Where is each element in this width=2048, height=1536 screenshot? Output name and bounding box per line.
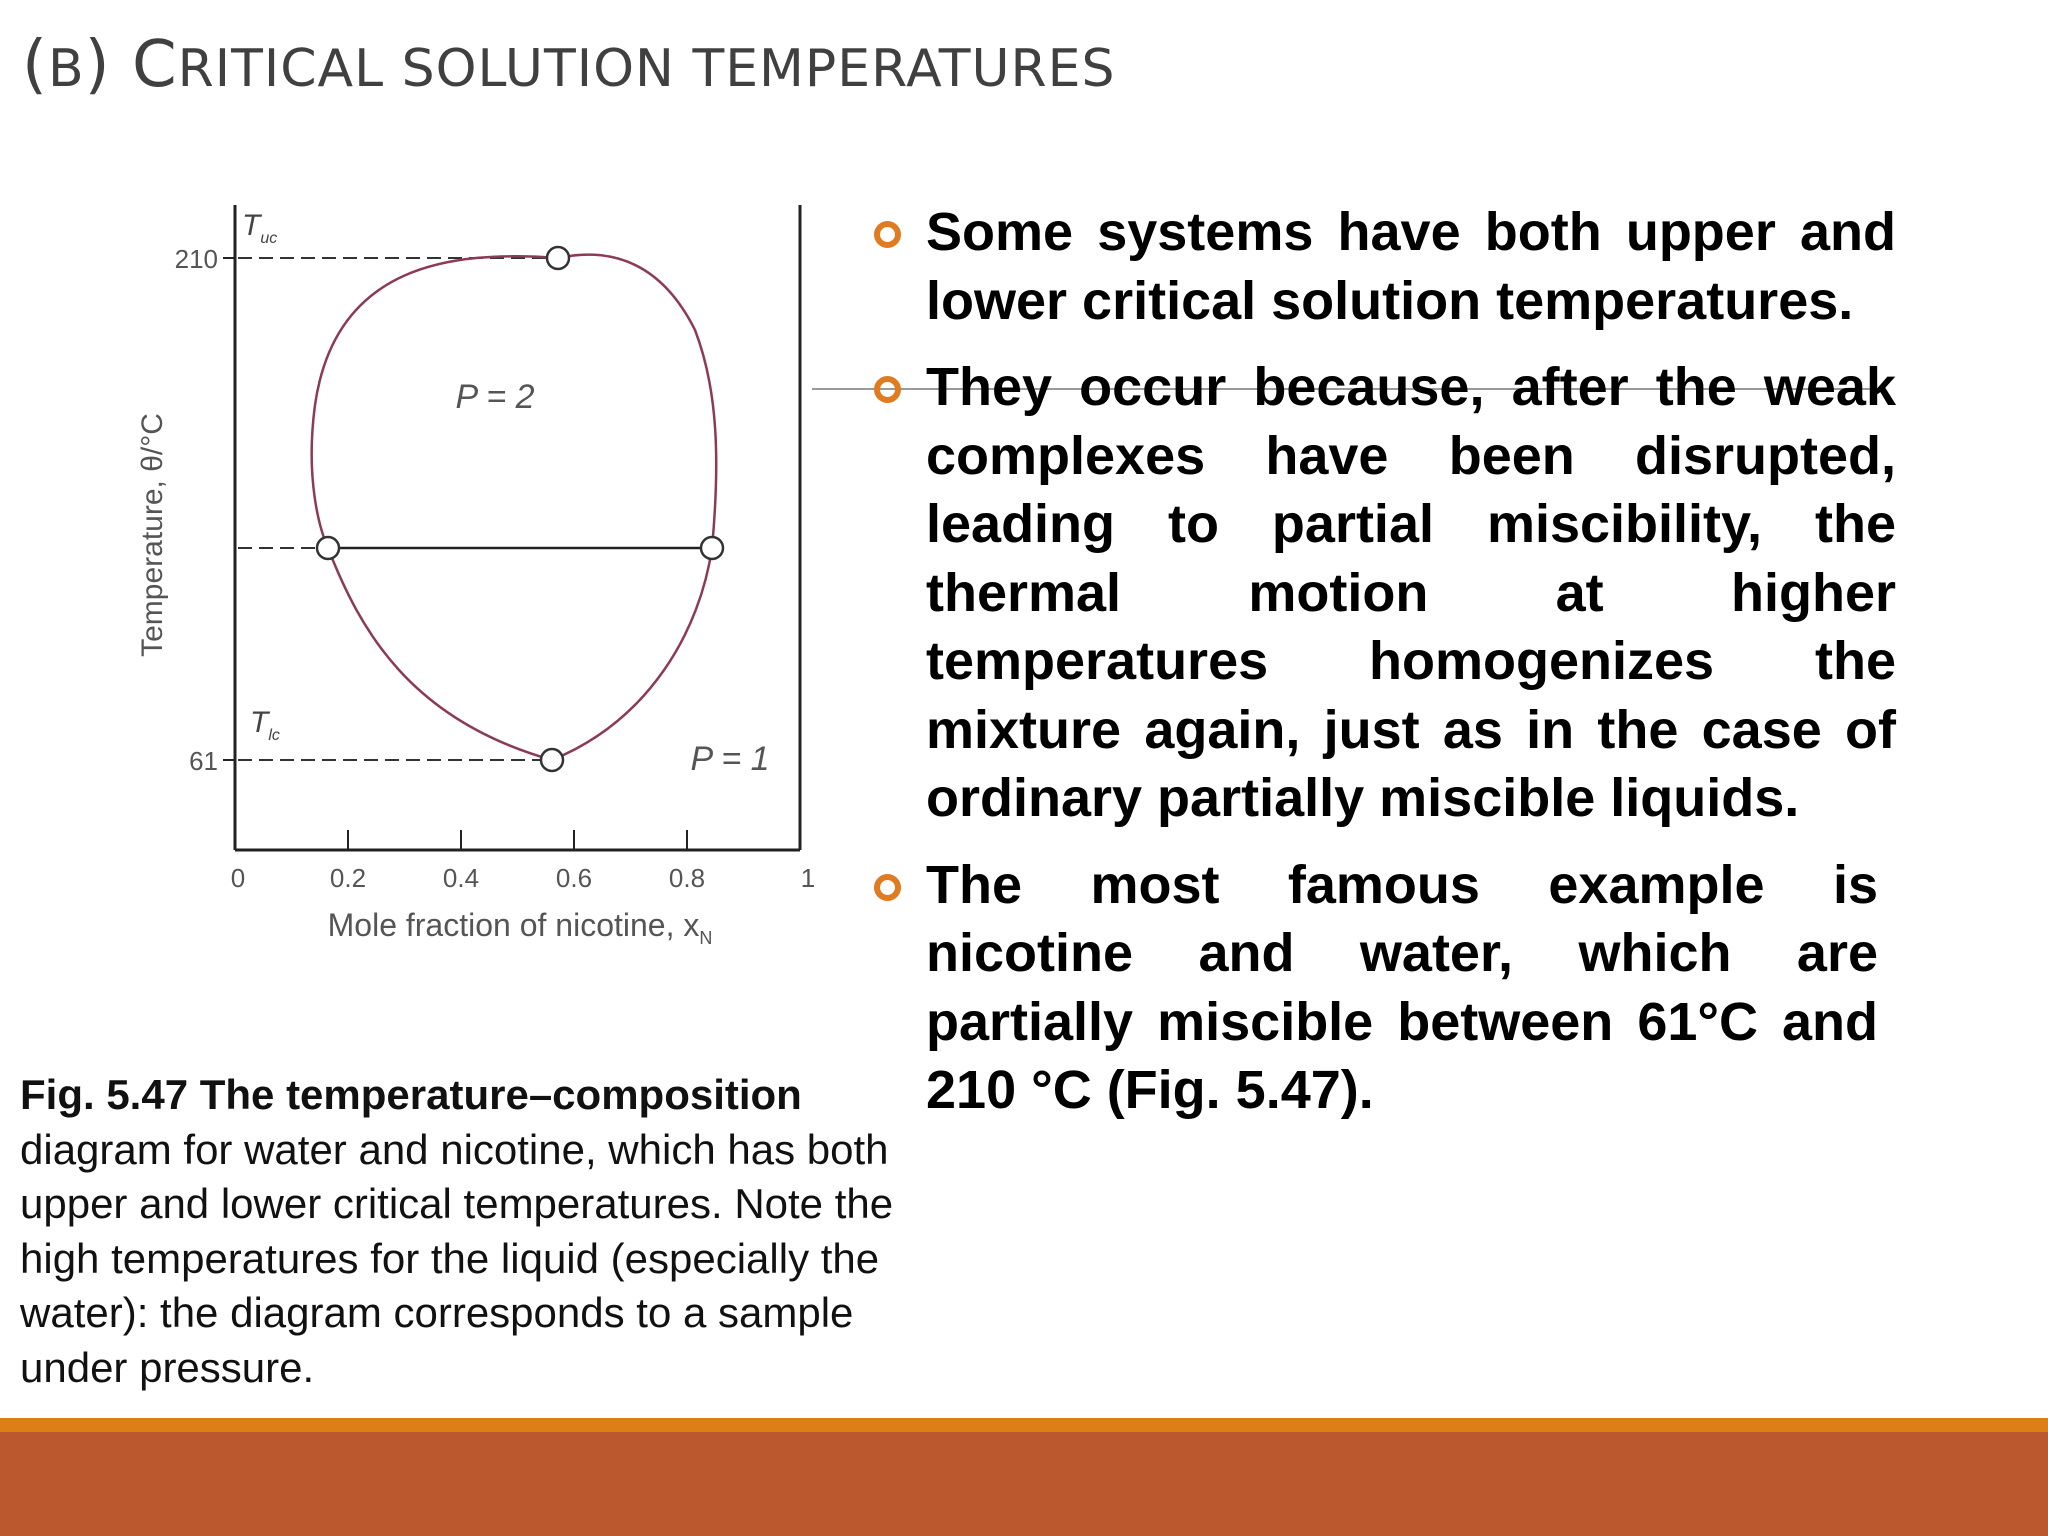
upper-critical-label: $T_{uc}$ <box>242 209 278 247</box>
bullet-item <box>862 198 1896 335</box>
x-tick-label-0.6: 0.6 <box>555 863 593 893</box>
lower-critical-point <box>541 749 563 771</box>
phase-diagram <box>120 190 840 970</box>
bullet-circle-icon <box>874 376 901 403</box>
x-tick-label-0: 0 <box>230 863 246 893</box>
bullet-text: They occur because, after the weak complexes have been disrupted, leading to partial miscibility, the thermal motion at higher temperatures homogenizes the mixture again, just as in the case of ordinary partially miscible liquids. <box>926 357 1896 828</box>
slide-title: (B) CRITICAL SOLUTION TEMPERATURES <box>22 28 1116 102</box>
bullet-item <box>862 851 1896 1125</box>
caption-bold: Fig. 5.47 The temperature–composition <box>20 1071 802 1118</box>
bullet-list <box>862 198 1896 1143</box>
one-phase-region-label: P = 1 <box>690 740 770 778</box>
bullet-circle-icon <box>874 221 901 248</box>
phase-boundary-curve <box>312 255 717 760</box>
x-tick-label-0.2: 0.2 <box>329 863 367 893</box>
footer-accent-line <box>0 1418 2048 1432</box>
x-axis-title: Mole fraction of nicotine, $x_N$ <box>327 907 713 948</box>
y-tick-label-210: 210 <box>174 244 218 274</box>
x-tick-label-1: 1 <box>800 863 816 893</box>
bullet-text: Some systems have both upper and lower critical solution temperatures. <box>926 202 1896 331</box>
bullet-circle-icon <box>874 874 901 901</box>
tie-point-right <box>701 537 723 559</box>
x-tick-label-0.4: 0.4 <box>442 863 480 893</box>
tie-point-left <box>317 537 339 559</box>
footer-band <box>0 1418 2048 1536</box>
two-phase-region-label: P = 2 <box>455 378 535 416</box>
bullet-text: The most famous example is nicotine and water, which are partially miscible between 61°C and 210 °C (Fig. 5.47). <box>926 854 1878 1120</box>
x-tick-label-0.8: 0.8 <box>668 863 706 893</box>
upper-critical-point <box>547 247 569 269</box>
bullet-item <box>862 353 1896 833</box>
figure-caption <box>20 1068 900 1395</box>
y-tick-label-61: 61 <box>189 746 218 776</box>
y-axis-title: Temperature, θ/°C <box>136 413 169 657</box>
lower-critical-label: $T_{lc}$ <box>250 706 280 744</box>
phase-diagram-svg <box>120 190 840 970</box>
caption-text: diagram for water and nicotine, which has both upper and lower critical temperatures. Note the high temperatures for the liquid (especially the water): the diagram corresponds to a sample under pressure. <box>20 1125 894 1391</box>
